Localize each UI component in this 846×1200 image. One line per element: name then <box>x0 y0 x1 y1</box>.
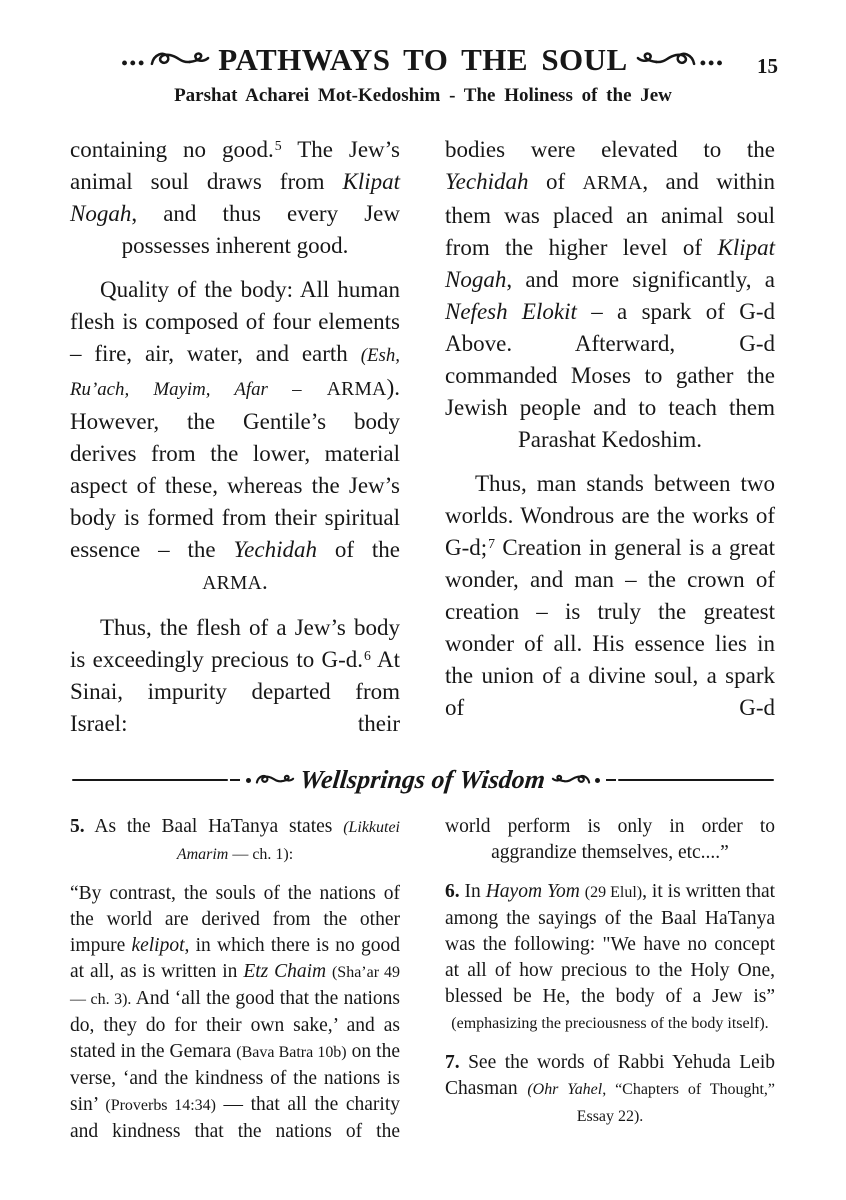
title-row <box>0 42 846 78</box>
main-text <box>0 134 846 740</box>
footnotes-left-column <box>70 814 400 1145</box>
paragraph: bodies were elevated to the Yechidah of ARMA, and within them was placed an animal soul from the higher level of Klipat Nogah, and more significantly, a Nefesh Elokit – a spark of G-d Above. Afterward, G-d commanded Moses to gather the Jewish people and to teach them Parashat Kedoshim. <box>445 137 775 452</box>
footnote-reference: 6 <box>364 648 371 664</box>
divider-dot <box>595 778 600 783</box>
paragraph: 5. As the Baal HaTanya states (Likkutei Amarim — ch. 1): <box>70 816 400 863</box>
page-header <box>0 0 846 107</box>
footnotes-divider <box>72 762 774 798</box>
paragraph: Thus, the flesh of a Jew’s body is exceedingly precious to G-d.$^6$ At Sinai, impurity departed from Israel: their <box>70 615 400 736</box>
scroll-flourish-icon <box>149 48 211 72</box>
scroll-flourish-icon <box>551 771 591 789</box>
divider-dot <box>246 778 251 783</box>
chapter-subtitle: Parshat Acharei Mot-Kedoshim - The Holiness of the Jew <box>174 85 672 106</box>
title-ornament-right <box>635 48 725 72</box>
footnote-reference: 7 <box>488 536 496 552</box>
paragraph: Quality of the body: All human flesh is composed of four elements – fire, air, water, and earth (Esh, Ru’ach, Mayim, Afar – ARMA). However, the Gentile’s body derives from the lower, material aspect of these, whereas the Jew’s body is formed from their spiritual essence – the Yechidah of the ARMA. <box>70 277 400 594</box>
dots-ornament: ••• <box>699 53 725 73</box>
paragraph: 6. In Hayom Yom (29 Elul), it is written that among the sayings of the Baal HaTanya was the following: "We have no concept at all of how precious to the Holy One, blessed be He, the body of a Jew is” (emphasizing the preciousness of the body itself). <box>445 881 776 1032</box>
paragraph: Thus, man stands between two worlds. Wondrous are the works of G-d;$^7$ Creation in general is a great wonder, and man – the crown of creation – is truly the greatest wonder of all. His essence lies in the union of a divine soul, a spark of G-d <box>445 471 775 720</box>
footnotes-right-column <box>445 814 775 1145</box>
divider-rule-left <box>72 779 228 782</box>
book-title: PATHWAYS TO THE SOUL <box>218 42 628 77</box>
divider-dash <box>606 779 616 782</box>
divider-dash <box>230 779 240 782</box>
paragraph: “By contrast, the souls of the nations of the world are derived from the other impure kelipot, in which there is no good at all, as is written in Etz Chaim (Sha’ar 49 — ch. 3). And ‘all the good that the nations do, they do for their own sake,’ and as stated in the Gemara (Bava Batra 10b) on the verse, ‘and the kindness of the nations is sin’ (Proverbs 14:34) — that all the charity and kindness that the nations of the <box>70 883 401 1142</box>
title-ornament-left <box>121 48 211 72</box>
divider-rule-right <box>618 779 774 782</box>
footnote-reference: 5 <box>274 138 282 154</box>
main-text-right-column <box>445 134 775 740</box>
paragraph: 7. See the words of Rabbi Yehuda Leib Chasman (Ohr Yahel, “Chapters of Thought,” Essay 22). <box>445 1052 775 1125</box>
scroll-flourish-icon <box>255 771 295 789</box>
dots-ornament: ••• <box>121 53 147 73</box>
wellsprings-divider-label: Wellsprings of Wisdom <box>298 765 548 794</box>
footnotes-section <box>0 814 846 1145</box>
scroll-flourish-icon <box>635 48 697 72</box>
main-text-left-column <box>70 134 400 740</box>
page-number: 15 <box>757 54 778 78</box>
paragraph: world perform is only in order to aggrandize themselves, etc....” <box>445 816 775 863</box>
paragraph: containing no good.$^5$ The Jew’s animal soul draws from Klipat Nogah, and thus every Jew possesses inherent good. <box>70 137 401 258</box>
